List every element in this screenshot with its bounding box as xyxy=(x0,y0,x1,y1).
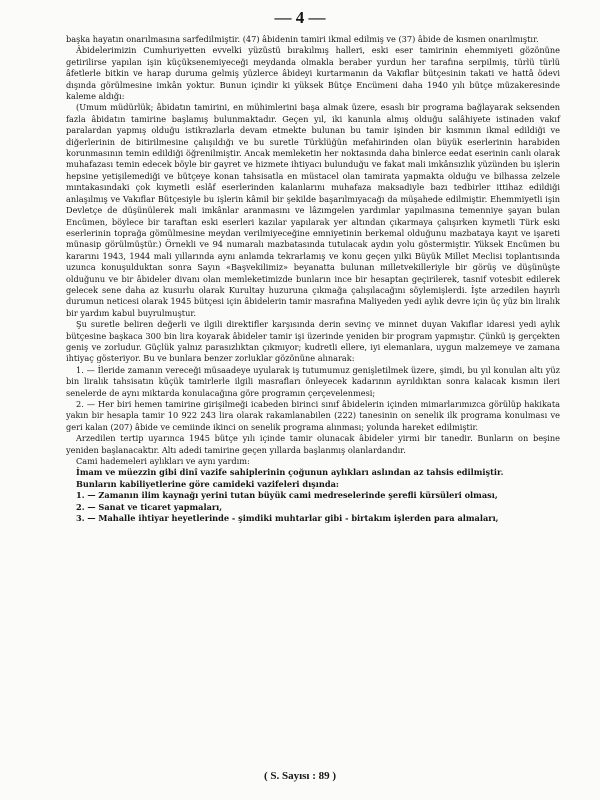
paragraph: Arzedilen tertip uyarınca 1945 bütçe yılı içinde tamir olunacak âbideler yirmi bir tanedir. Bunların on beşine yeniden başlanacaktır. Altı adedi tamirine geçen yıllarda başlanmış olanlardandır. xyxy=(66,433,560,455)
numbered-item: 2. — Sanat ve ticaret yapmaları, xyxy=(76,501,223,512)
numbered-item: 1. — Zamanın ilim kaynağı yerini tutan büyük cami medreselerinde şerefli kürsüleri olması, xyxy=(76,490,498,501)
bold-paragraph: Bunların kabiliyetlerine göre camideki vazifeleri dışında: xyxy=(76,478,339,489)
bold-paragraph: İmam ve müezzin gibi dinî vazife sahiplerinin çoğunun aylıkları aslından az tahsis edilmiştir. xyxy=(76,467,504,478)
numbered-item: 3. — Mahalle ihtiyar heyetlerinde - şimdiki muhtarlar gibi - birtakım işlerden para almaları, xyxy=(76,513,499,524)
document-body xyxy=(66,34,560,524)
paragraph: başka hayatın onarılmasına sarfedilmiştir. (47) âbidenin tamiri ikmal edilmiş ve (37) âbide de kısmen onarılmıştır. xyxy=(66,34,539,44)
paragraph: Âbidelerimizin Cumhuriyetten evvelki yüzüstü bırakılmış halleri, eski eser tamirinin ehemmiyeti gözönüne getirilirse yapılan işin küçüksenemiyeceği meydanda olmakla beraber yurdun her tarafına serpilmiş, türlü türlü âfetlerle bitkin ve harap duruma gelmiş yüzlerce âbideyi kurtarmanın da Vakıflar bütçesinin takati ve hattâ ödevi dışında görülmesine imkân yoktur. Bunun içindir ki yüksek Bütçe Encümeni daha 1940 yılı bütçe müzakeresinde kaleme aldığı: xyxy=(66,45,560,102)
page-footer: ( S. Sayısı : 89 ) xyxy=(263,770,337,782)
page-number: — 4 — xyxy=(274,8,326,27)
numbered-item: 2. — Her biri hemen tamirine girişilmeği icabeden birinci sınıf âbidelerin içinden mimarlarımızca görülüp hakikata yakın bir hesapla tamir 10 922 243 lira olarak rakamlanabilen (222) tanesinin on senelik ilk programa konulması ve geri kalan (207) âbide ve cemiinde ikinci on senelik programa alınması; yolunda hareket edilmiştir. xyxy=(66,399,560,432)
numbered-item: 1. — İleride zamanın vereceği müsaadeye uyularak iş tutumumuz genişletilmek üzere, şimdi, bu yıl konulan altı yüz bin liralık tahsisatın küçük tamirlerle ilgili masrafları önleyecek kadarının ayrıldıktan sonra kalacak kısmın ileri senelerde de aynı miktarda konulacağına göre programın çerçevelenmesi; xyxy=(66,364,560,398)
paragraph: Şu suretle beliren değerli ve ilgili direktifler karşısında derin sevinç ve minnet duyan Vakıflar idaresi yedi aylık bütçesine başkaca 300 bin lira koyarak âbideler tamir işi üzerinde yeniden bir program yapmıştır. Çünkü iş gerçekten geniş ve zorludur. Güçlük yalnız parasızlıktan çıkmıyor; kudretli ellere, iyi elemanlara, uygun malzemeye ve zamana ihtiyaç gösteriyor. Bu ve bunlara benzer zorluklar gözönüne alınarak: xyxy=(66,319,560,364)
paragraph: Cami hademeleri aylıkları ve aynı yardım: xyxy=(76,456,250,467)
quoted-paragraph: (Umum müdürlük; âbidatın tamirini, en mühimlerini başa almak üzere, esaslı bir programa bağlayarak seksenden fazla âbidatın tamirine başlamış bulunmaktadır. Geçen yıl, iki kanunla almış olduğu salâhiyete istinaden vakıf paralardan yapmış olduğu istikrazlarla devam etmekte bulunan bu tamir işinden bir kısmının ikmal edildiği ve diğerlerinin de bitirilmesine çalışıldığı ve bu suretle Türklüğün mefahirinden olan büyük eserlerinin harabiden korunmasının temin edildiği öğrenilmiştir. Ancak memleketin her noktasında daha binlerce eedat eserinin canlı olarak muhafazası temin edecek böyle bir gayret ve hizmete ihtiyacı bulunduğu ve fakat mali imkânsızlık yüzünden bu işlerin hepsine yetişilemediği ve bütçeye konan tahsisatla en müstacel olan tamirata yapmakta olduğu ve bilhassa zelzele mıntakasındaki çok kıymetli eslâf eserlerinden kalanlarını muhafaza maksadiyle bazı tedbirler ittihaz edildiği anlaşılmış ve Vakıflar Bütçesiyle bu işlerin kâmil bir şekilde başarılmıyacağı da müşahede edilmiştir. Ehemmiyetli işin Devletçe de düşünülerek mali imkânlar aranmasını ve lâzımgelen yardımlar yapılmasına temenniye şayan bulan Encümen, böylece bir taraftan eski eserleri kazılar yapılarak yer altından çıkarmaya çalışırken kıymetli Türk eski eserlerinin toprağa gömülmesine meydan verilmiyeceğine emniyetinin berkemal olduğunu mazbataya kayıt ve işareti münasip görülmüştür.) Örnekli ve 94 numaralı mazbatasında tutulacak aydın yolu göstermiştir. Yüksek Encümen bu kararını 1943, 1944 mali yıllarında aynı anlamda tekrarlamış ve konu geçen yılki Büyük Millet Meclisi toplantısında uzunca konuşulduktan sonra Sayın «Başvekilimiz» beyanatta bulunan milletvekilleriyle bir görüş ve düşünüşte olduğunu ve bir âbideler divanı olan memleketimizde bunların ince bir hesaptan geçirilerek, tasnif votesbit edilerek gelecek sene daha az kusurlu olarak Kurultay huzuruna çıkmağa çalışılacağını söylemişlerdi. İşte arzedilen hayırlı durumun neticesi olarak 1945 bütçesi için âbidelerin tamir masrafına Maliyeden yedi aylık devre için üç yüz bin liralık bir yardım kabul buyrulmuştur. xyxy=(66,102,560,318)
